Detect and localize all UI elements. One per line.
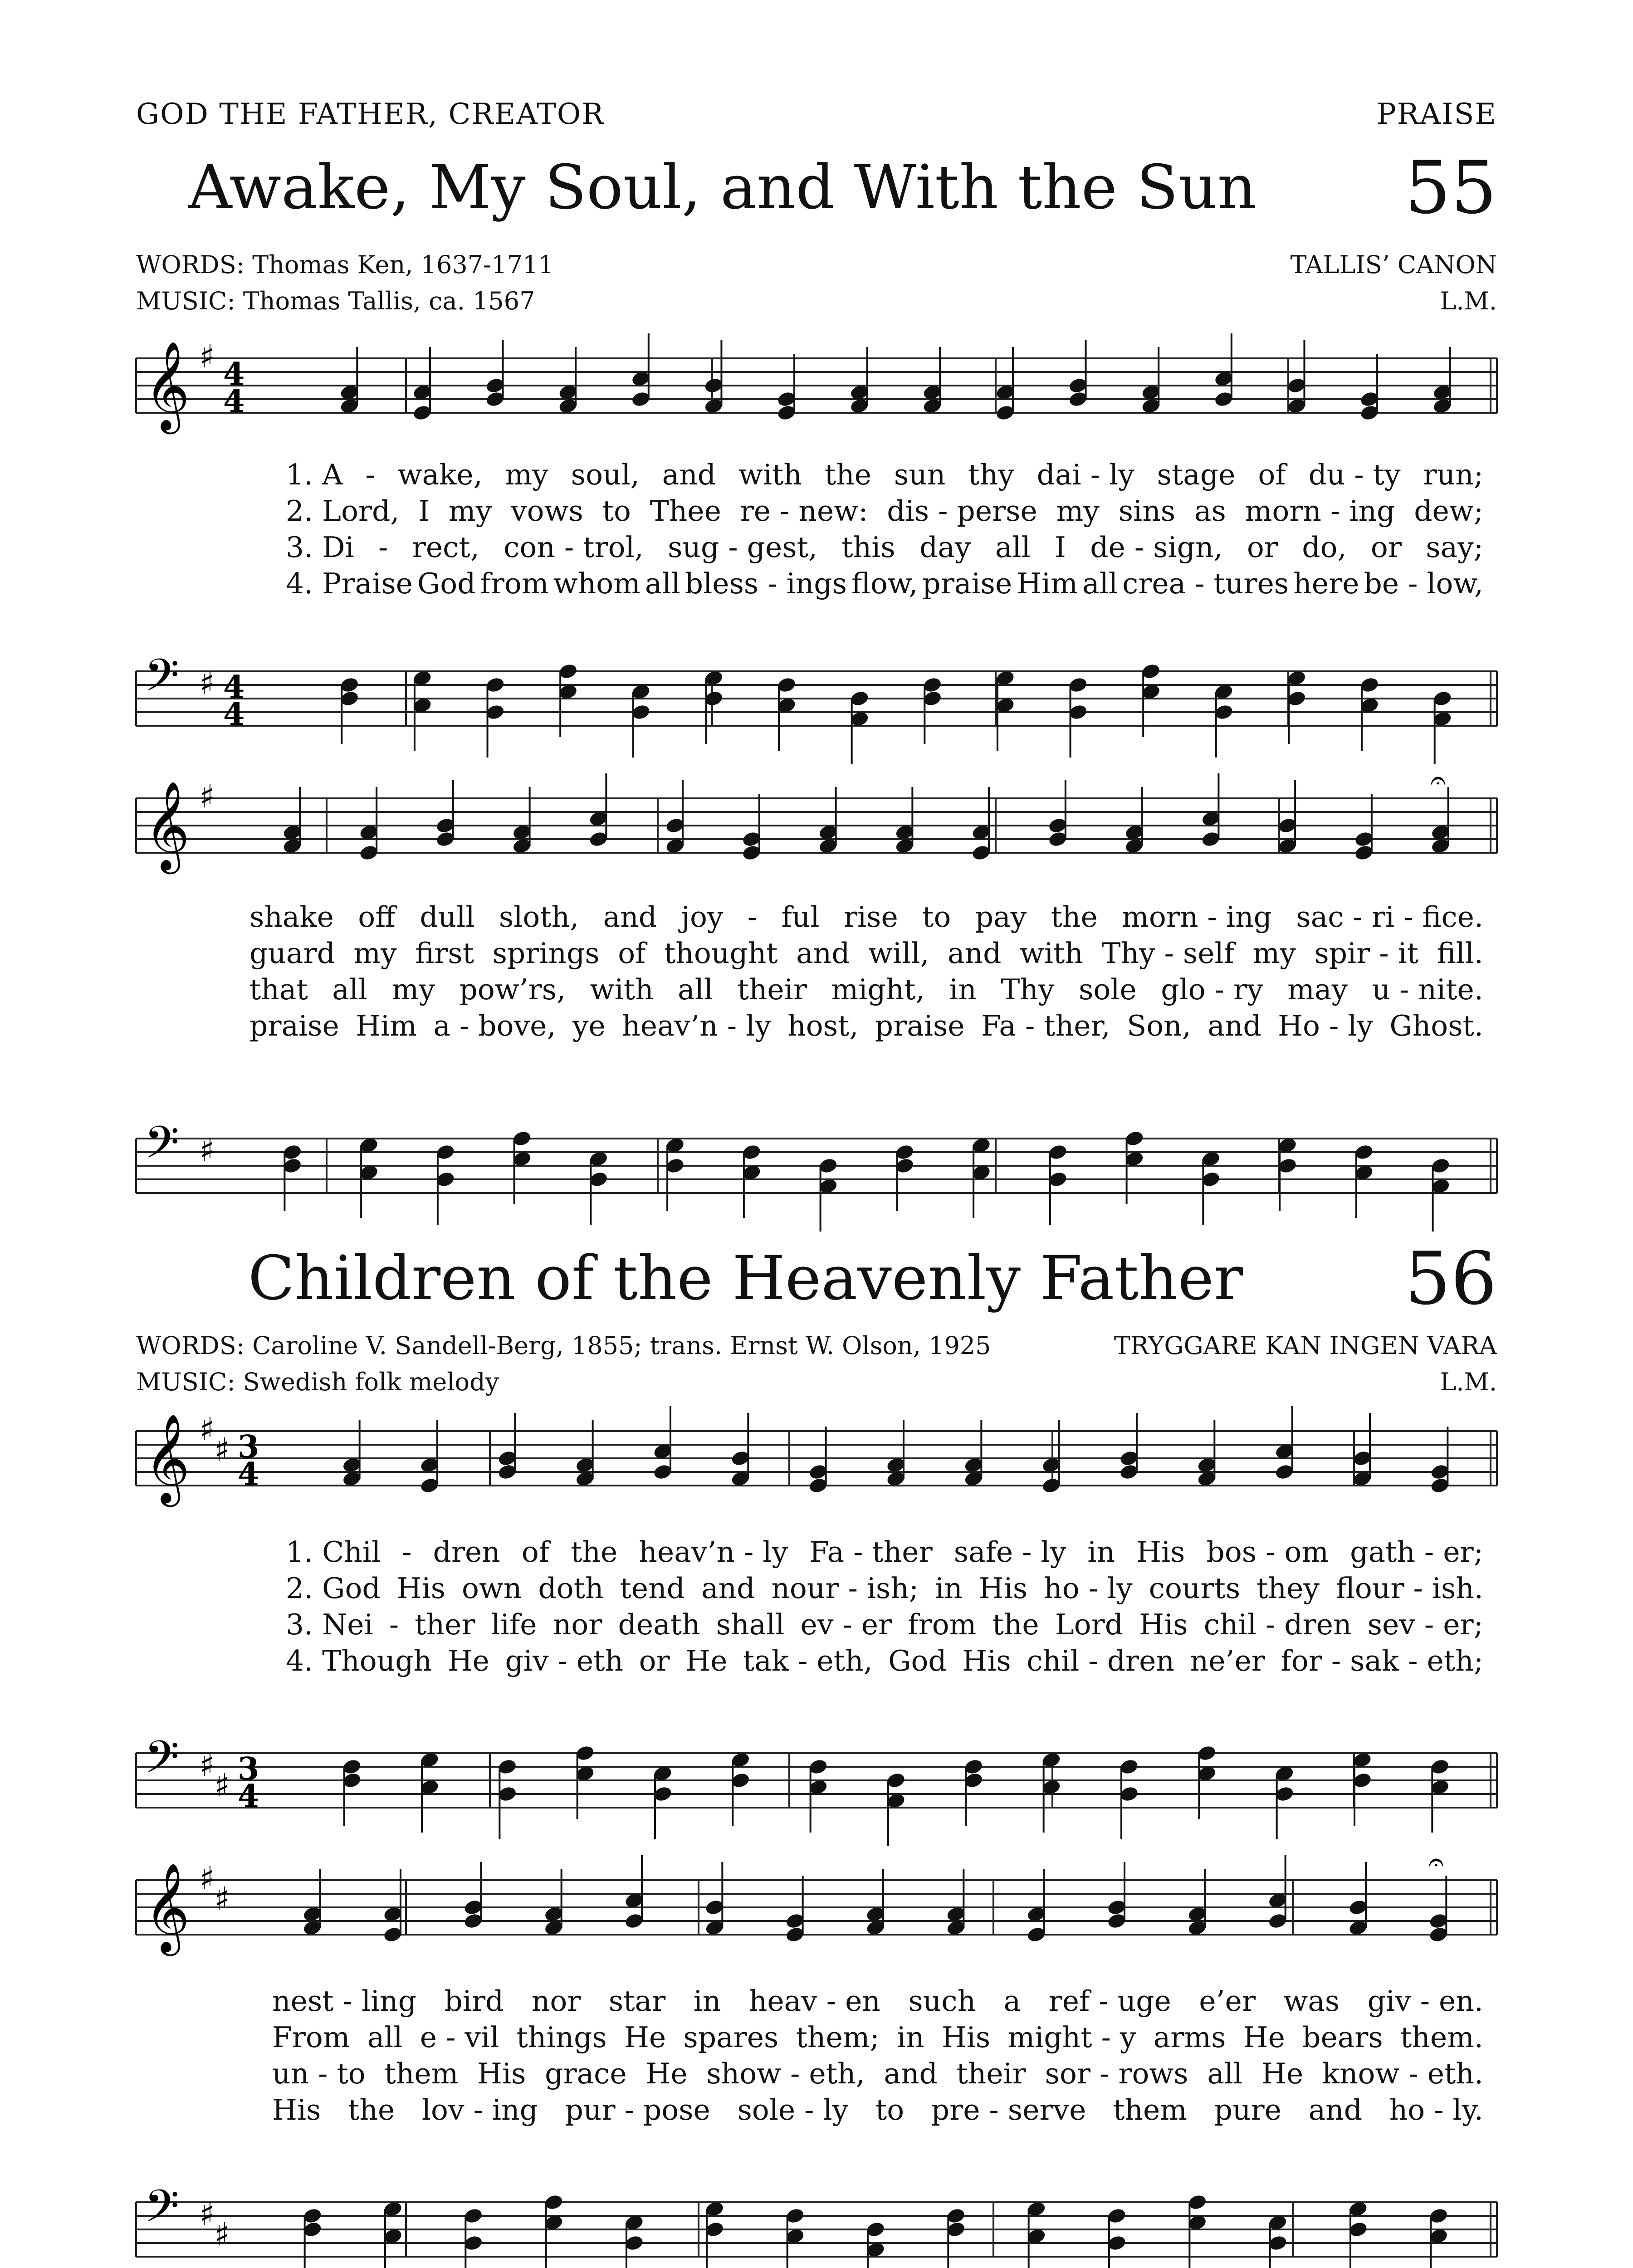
lyric-syllable: doth [538,1572,604,1605]
lyric-syllable: or [1247,531,1278,564]
lyric-line [286,1608,1483,1641]
lyric-syllable: de - sign, [1090,531,1223,564]
sharp-icon: ♯ [200,1746,215,1784]
sharp-icon: ♯ [200,665,215,702]
lyric-syllable: with [590,973,654,1006]
lyric-syllable: nest - ling [272,1984,417,2018]
lyric-syllable: Ho - ly [1278,1009,1373,1042]
time-signature-bottom: 4 [223,383,245,420]
lyric-line [286,531,1483,564]
lyric-syllable: for - sak - eth; [1281,1644,1483,1677]
lyric-syllable: my [505,458,548,491]
lyric-syllable: morn - ing [1122,900,1272,934]
lyric-syllable: I [1055,531,1066,564]
sharp-icon: ♯ [200,1411,215,1448]
lyric-syllable: in [693,1984,721,2018]
lyric-syllable: 4. Praise [286,567,413,600]
lyric-syllable: my [1252,937,1296,970]
lyric-syllable: nor [552,1608,602,1641]
lyric-syllable: heav’n - ly [622,1009,771,1042]
lyric-syllable: know - eth. [1322,2057,1483,2090]
bass-staff [136,650,1497,733]
lyric-syllable: first [415,937,474,970]
lyric-syllable: the [992,1608,1039,1641]
lyric-syllable: e’er [1199,1984,1256,2018]
lyric-syllable: stage [1157,458,1236,491]
bass-notes [339,662,1453,764]
lyric-syllable: Thy - self [1101,937,1235,970]
tune-name: TALLIS’ CANON [1290,250,1497,279]
lyric-syllable: His [396,1572,446,1605]
lyric-syllable: host, [787,1009,859,1042]
words-credit: WORDS: Caroline V. Sandell-Berg, 1855; trans. Ernst W. Olson, 1925 [136,1331,991,1360]
lyric-syllable: dren [433,1535,500,1569]
lyric-syllable: such [908,1984,976,2018]
lyric-syllable: my [448,494,492,528]
lyric-syllable: ref - uge [1048,1984,1171,2018]
lyric-syllable: of [1258,458,1286,491]
lyric-line [286,1572,1483,1605]
bass-clef-icon: 𝄢 [144,1117,180,1180]
meter: L.M. [1440,287,1497,315]
sharp-icon: ♯ [214,1431,230,1468]
lyric-syllable: sun [894,458,946,491]
lyric-syllable: their [737,973,807,1006]
treble-notes [282,773,1451,862]
lyric-syllable: and [796,937,850,970]
lyric-syllable: His [272,2093,321,2126]
lyric-syllable: ho - ly [1044,1572,1133,1605]
bass-staff [136,2180,1497,2257]
treble-notes [339,333,1453,422]
lyric-syllable: might - y [1007,2021,1136,2054]
music-credit: MUSIC: Swedish folk melody [136,1368,499,1396]
lyric-syllable: He [1243,2021,1285,2054]
lyric-syllable: giv - eth [505,1644,624,1677]
lyric-syllable: shall [716,1608,785,1641]
lyric-syllable: my [353,937,397,970]
hymn-title: Awake, My Soul, and With the Sun [188,152,1257,223]
lyric-syllable: sac - ri - fice. [1296,900,1483,934]
lyric-syllable: in [949,973,977,1006]
lyric-syllable: from [480,567,549,600]
lyric-syllable: ev - er [800,1608,892,1641]
lyric-syllable: thy [968,458,1014,491]
lyric-syllable: all [995,531,1031,564]
lyric-syllable: thought [664,937,778,970]
lyric-syllable: giv - en. [1367,1984,1483,2018]
lyric-syllable: tak - eth, [743,1644,873,1677]
lyric-syllable: His [477,2057,526,2090]
lyric-syllable: He [624,2021,666,2054]
sharp-icon: ♯ [200,338,215,375]
lyric-syllable: pre - serve [931,2093,1086,2126]
lyric-syllable: might, [831,973,925,1006]
lyric-syllable: flour - ish. [1335,1572,1483,1605]
category-header: PRAISE [1376,98,1497,131]
bass-clef-icon: 𝄢 [144,1731,180,1794]
lyric-syllable: in [935,1572,963,1605]
lyric-syllable: guard [249,937,335,970]
time-signature-bottom: 4 [223,696,245,733]
lyric-syllable: His [1139,1608,1188,1641]
lyric-syllable: praise [922,567,1012,600]
lyric-syllable: them. [1400,2021,1483,2054]
treble-notes [302,1855,1449,1944]
lyric-syllable: He [1261,2057,1304,2090]
lyric-syllable: God [888,1644,947,1677]
sharp-icon: ♯ [200,1132,215,1169]
lyric-syllable: all [1082,567,1118,600]
sharp-icon: ♯ [200,778,215,815]
lyric-syllable: run; [1423,458,1483,491]
lyric-syllable: courts [1149,1572,1241,1605]
lyric-syllable: spares [683,2021,779,2054]
lyric-syllable: lov - ing [421,2093,538,2126]
sharp-icon: ♯ [200,1860,215,1897]
lyric-syllable: Fa - ther [809,1535,933,1569]
lyric-syllable: He [447,1644,489,1677]
lyric-syllable: tend [620,1572,685,1605]
hymn-title: Children of the Heavenly Father [248,1243,1243,1314]
lyric-syllable: morn - ing [1245,494,1395,528]
lyric-syllable: crea - tures [1122,567,1289,600]
sharp-icon: ♯ [214,1880,230,1917]
bass-clef-icon: 𝄢 [144,2180,180,2244]
lyric-syllable: or [1370,531,1402,564]
lyric-syllable: e - vil [420,2021,499,2054]
lyric-syllable: all [332,973,368,1006]
lyric-syllable: ho - ly. [1389,2093,1483,2126]
time-signature-top: 3 [238,1751,259,1787]
treble-clef-icon: 𝄞 [144,341,190,430]
lyric-syllable: chil - dren [1203,1608,1352,1641]
lyric-syllable: - [389,1608,399,1641]
lyric-syllable: in [896,2021,924,2054]
sharp-icon: ♯ [200,2195,215,2233]
lyric-syllable: flow, [851,567,918,600]
lyric-syllable: 2. Lord, [286,494,400,528]
lyric-syllable: chil - dren [1027,1644,1175,1677]
lyric-syllable: u - nite. [1372,973,1483,1006]
meter: L.M. [1440,1368,1497,1396]
bass-notes [342,1744,1450,1846]
lyric-syllable: life [491,1608,537,1641]
lyric-line [272,2057,1483,2090]
lyric-syllable: - [365,458,375,491]
treble-staff [136,1860,1497,1956]
lyric-syllable: praise [249,1009,339,1042]
lyric-syllable: be - low, [1364,567,1483,600]
treble-clef-icon: 𝄞 [144,1413,190,1503]
lyric-syllable: of [618,937,646,970]
lyric-syllable: my [391,973,435,1006]
lyric-syllable: heav’n - ly [639,1535,788,1569]
lyric-syllable: joy [681,900,724,934]
lyric-syllable: Thy [1001,973,1055,1006]
lyric-syllable: sins [1118,494,1176,528]
lyric-syllable: as [1194,494,1226,528]
lyric-syllable: ther [415,1608,475,1641]
lyric-syllable: soul, [571,458,640,491]
lyric-syllable: bless - ings [684,567,847,600]
lyric-syllable: sug - gest, [668,531,817,564]
lyric-syllable: to [922,900,951,934]
lyric-syllable: praise [875,1009,965,1042]
lyric-syllable: springs [492,937,600,970]
lyric-syllable: or [639,1644,670,1677]
lyric-syllable: and [884,2057,938,2090]
treble-notes [342,1406,1450,1495]
lyric-syllable: their [956,2057,1026,2090]
lyric-syllable: nor [531,1984,581,2018]
lyric-syllable: sev - er; [1367,1608,1483,1641]
lyric-syllable: I [418,494,430,528]
lyric-line [272,2021,1483,2054]
lyric-syllable: bears [1302,2021,1383,2054]
lyric-line [249,973,1483,1006]
lyric-syllable: whom [553,567,640,600]
lyric-syllable: 3. Nei [286,1608,373,1641]
treble-clef-icon: 𝄞 [144,781,190,870]
lyric-syllable: rise [843,900,898,934]
time-signature-top: 4 [223,669,245,705]
lyric-syllable: spir - it [1314,937,1419,970]
lyric-syllable: sole [1079,973,1137,1006]
lyric-syllable: shake [249,900,334,934]
lyric-line [272,2093,1483,2126]
lyric-syllable: re - new: [740,494,868,528]
lyric-syllable: His [1136,1535,1185,1569]
lyric-syllable: ye [572,1009,606,1042]
lyric-syllable: God [417,567,476,600]
lyric-syllable: ful [781,900,820,934]
lyric-syllable: all [367,2021,403,2054]
lyric-line [286,494,1483,528]
lyric-syllable: the [1051,900,1098,934]
lyric-syllable: was [1283,1984,1340,2018]
lyric-syllable: 2. God [286,1572,381,1605]
lyric-syllable: a [1003,1984,1021,2018]
lyric-syllable: star [608,1984,666,2018]
lyric-syllable: pur - pose [565,2093,710,2126]
lyric-syllable: He [645,2057,688,2090]
treble-clef-icon: 𝄞 [144,1862,190,1952]
lyric-syllable: the [571,1535,618,1569]
lyric-syllable: wake, [397,458,483,491]
lyric-syllable: things [516,2021,607,2054]
lyric-syllable: of [521,1535,550,1569]
lyric-syllable: Ghost. [1389,1009,1483,1042]
lyric-syllable: they [1257,1572,1320,1605]
time-signature-bottom: 4 [238,1456,259,1492]
lyric-syllable: dis - perse [887,494,1037,528]
lyric-syllable: pay [975,900,1027,934]
section-header: GOD THE FATHER, CREATOR [136,98,605,131]
sharp-icon: ♯ [214,2216,230,2253]
lyric-syllable: all [1207,2057,1243,2090]
lyric-syllable: and [701,1572,755,1605]
lyric-syllable: may [1287,973,1348,1006]
lyric-syllable: dai - ly [1037,458,1134,491]
lyric-syllable: and [1208,1009,1261,1042]
lyric-syllable: and [662,458,716,491]
music-credit: MUSIC: Thomas Tallis, ca. 1567 [136,287,535,315]
lyric-syllable: here [1293,567,1359,600]
lyric-syllable: grace [545,2057,627,2090]
lyric-syllable: arms [1153,2021,1226,2054]
lyric-syllable: the [348,2093,395,2126]
lyric-line [249,1009,1483,1042]
lyric-syllable: pow’rs, [459,973,566,1006]
lyric-line [272,1984,1483,2018]
lyric-syllable: heav - en [748,1984,880,2018]
lyric-line [286,458,1483,491]
lyric-syllable: con - trol, [504,531,644,564]
lyric-syllable: off [358,900,396,934]
time-signature-bottom: 4 [238,1778,259,1814]
bass-staff [136,1117,1497,1193]
lyric-syllable: them; [796,2021,880,2054]
lyric-syllable: Him [356,1009,417,1042]
lyric-syllable: the [824,458,872,491]
hymn-number: 55 [1404,145,1497,230]
lyric-syllable: with [1019,937,1083,970]
time-signature-top: 3 [238,1429,259,1465]
lyric-syllable: nour - ish; [771,1572,919,1605]
sharp-icon: ♯ [214,1767,230,1804]
lyric-syllable: from [908,1608,977,1641]
lyric-syllable: to [875,2093,905,2126]
lyric-syllable: that [249,973,308,1006]
lyric-syllable: in [1087,1535,1115,1569]
lyric-syllable: Fa - ther, [981,1009,1110,1042]
lyric-syllable: my [1056,494,1100,528]
lyric-syllable: ne’er [1190,1644,1265,1677]
lyric-syllable: - [402,1535,412,1569]
lyric-syllable: His [941,2021,991,2054]
hymn-number: 56 [1404,1236,1497,1321]
lyric-syllable: Son, [1127,1009,1191,1042]
lyric-syllable: un - to [272,2057,366,2090]
lyric-line [286,567,1483,600]
lyric-line [286,1644,1483,1677]
lyric-syllable: - [378,531,388,564]
lyric-syllable: Thee [650,494,721,528]
lyric-syllable: and [603,900,657,934]
bass-notes [282,1129,1451,1232]
lyric-syllable: He [685,1644,728,1677]
lyric-syllable: - [747,900,758,934]
lyric-syllable: them [384,2057,459,2090]
lyric-syllable: do, [1302,531,1347,564]
lyric-syllable: bos - om [1206,1535,1329,1569]
lyric-line [286,1535,1483,1569]
lyric-syllable: Him [1017,567,1078,600]
lyric-syllable: sole - ly [737,2093,849,2126]
lyric-syllable: From [272,2021,350,2054]
bass-clef-icon: 𝄢 [144,650,180,713]
tune-name: TRYGGARE KAN INGEN VARA [1114,1331,1497,1360]
lyric-syllable: with [738,458,802,491]
lyric-syllable: His [962,1644,1011,1677]
lyric-syllable: sor - rows [1045,2057,1188,2090]
lyric-syllable: 4. Though [286,1644,432,1677]
lyric-syllable: all [645,567,680,600]
lyric-syllable: 1. A [286,458,343,491]
lyric-syllable: fill. [1437,937,1483,970]
time-signature-top: 4 [223,356,245,392]
lyric-syllable: and [1308,2093,1363,2126]
lyric-syllable: His [978,1572,1028,1605]
lyric-syllable: say; [1426,531,1483,564]
lyric-syllable: day [919,531,971,564]
lyric-syllable: 3. Di [286,531,354,564]
lyric-syllable: this [841,531,895,564]
lyric-syllable: and [947,937,1002,970]
lyric-syllable: death [618,1608,700,1641]
lyric-syllable: pure [1214,2093,1281,2126]
lyric-syllable: all [678,973,713,1006]
words-credit: WORDS: Thomas Ken, 1637-1711 [136,250,554,279]
lyric-syllable: du - ty [1308,458,1401,491]
lyric-syllable: own [462,1572,522,1605]
lyric-syllable: Lord [1055,1608,1124,1641]
lyric-syllable: dew; [1414,494,1483,528]
lyric-syllable: bird [444,1984,504,2018]
lyric-syllable: vows [511,494,583,528]
lyric-syllable: rect, [412,531,479,564]
lyric-syllable: safe - ly [953,1535,1066,1569]
lyric-syllable: a - bove, [433,1009,556,1042]
lyric-syllable: will, [868,937,929,970]
lyric-syllable: 1. Chil [286,1535,381,1569]
lyric-syllable: show - eth, [706,2057,865,2090]
lyric-syllable: dull [420,900,475,934]
lyric-line [249,900,1483,934]
lyric-line [249,937,1483,970]
lyric-syllable: them [1113,2093,1188,2126]
fermata-icon: 𝄐 [1430,764,1446,796]
lyric-syllable: sloth, [499,900,579,934]
lyric-syllable: gath - er; [1350,1535,1483,1569]
fermata-icon: 𝄐 [1428,1846,1444,1878]
lyric-syllable: glo - ry [1161,973,1263,1006]
lyric-syllable: to [602,494,631,528]
